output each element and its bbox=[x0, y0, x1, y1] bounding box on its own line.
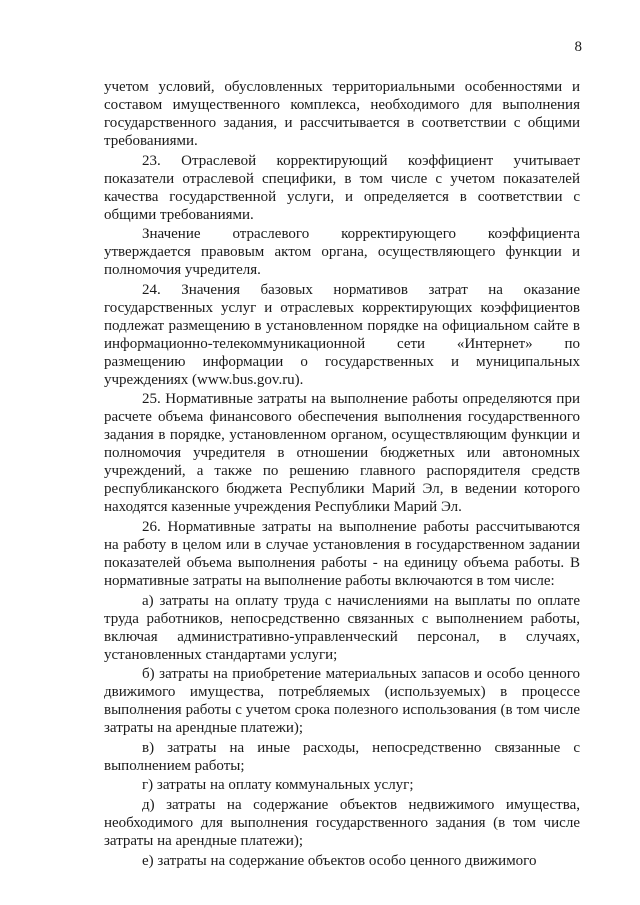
paragraph: Значение отраслевого корректирующего коэффициента утверждается правовым актом органа, осуществляющего функции и полномочия учредителя. bbox=[104, 226, 580, 279]
list-item: а) затраты на оплату труда с начислениями на выплаты по оплате труда работников, непосредственно связанных с выполнением работы, включая административно-управленческий персонал, в случаях, установленных стандартами услуги; bbox=[104, 592, 580, 663]
list-item: е) затраты на содержание объектов особо ценного движимого bbox=[142, 852, 537, 869]
paragraph: учетом условий, обусловленных территориальными особенностями и составом имущественного комплекса, необходимого для выполнения государственного задания, и рассчитывается в соответствии с общими требованиями. bbox=[104, 79, 580, 149]
paragraph: 23. Отраслевой корректирующий коэффициент учитывает показатели отраслевой специфики, в том числе с учетом показателей качества государственной услуги, и определяется в соответствии с общими требованиями. bbox=[104, 152, 580, 223]
list-item: г) затраты на оплату коммунальных услуг; bbox=[142, 777, 414, 794]
paragraph: 25. Нормативные затраты на выполнение работы определяются при расчете объема финансового обеспечения выполнения государственного задания в порядке, установленном органом, осуществляющим функции и полномочия учредителя в отношении бюджетных или автономных учреждений, а также по решению главного распорядителя средств республиканского бюджета Республики Марий Эл, в ведении которого находятся казенные учреждения Республики Марий Эл. bbox=[104, 391, 580, 516]
paragraph: 26. Нормативные затраты на выполнение работы рассчитываются на работу в целом или в случае установления в государственном задании показателей объема выполнения работы - на единицу объема работы. В нормативные затраты на выполнение работы включаются в том числе: bbox=[104, 518, 580, 589]
paragraph: 24. Значения базовых нормативов затрат на оказание государственных услуг и отраслевых корректирующих коэффициентов подлежат размещению в установленном порядке на официальном сайте в информационно-телекоммуникационной сети «Интернет» по размещению информации о государственных и муниципальных учреждениях (www.bus.gov.ru). bbox=[104, 281, 580, 388]
list-item: в) затраты на иные расходы, непосредственно связанные с выполнением работы; bbox=[104, 739, 580, 774]
list-item: б) затраты на приобретение материальных запасов и особо ценного движимого имущества, потребляемых (используемых) в процессе выполнения работы с учетом срока полезного использования (в том числе затраты на арендные платежи); bbox=[104, 666, 580, 737]
list-item: д) затраты на содержание объектов недвижимого имущества, необходимого для выполнения государственного задания (в том числе затраты на арендные платежи); bbox=[104, 796, 580, 849]
document-body bbox=[104, 78, 580, 870]
page-number: 8 bbox=[574, 39, 582, 55]
